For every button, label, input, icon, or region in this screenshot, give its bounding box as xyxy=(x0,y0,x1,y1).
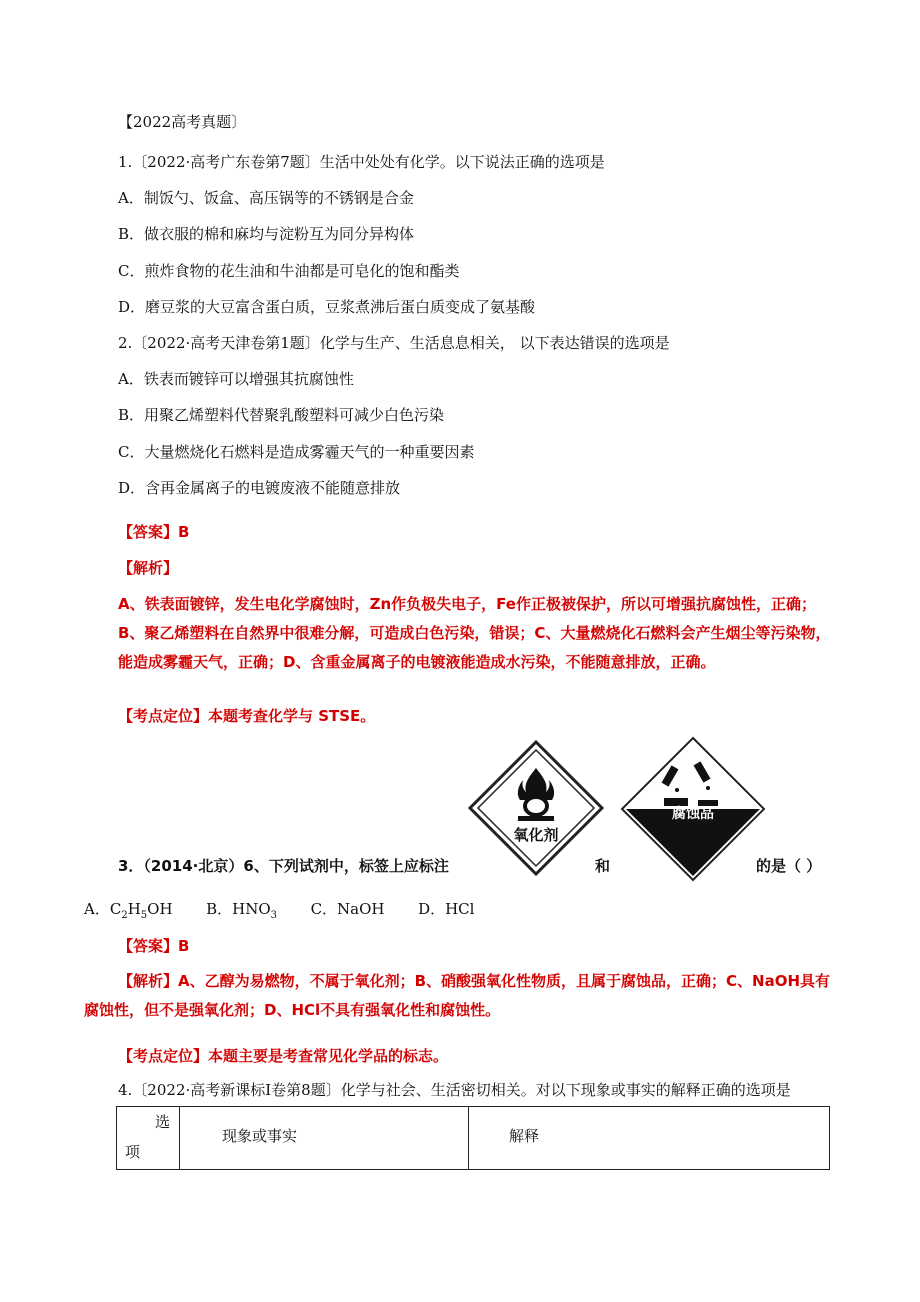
q2-analysis-label: 【解析】 xyxy=(118,559,179,577)
q2-option-b: B．用聚乙烯塑料代替聚乳酸塑料可减少白色污染 xyxy=(118,406,445,424)
q2-answer: 【答案】B xyxy=(118,523,190,541)
q2-option-c: C．大量燃烧化石燃料是造成雾霾天气的一种重要因素 xyxy=(118,443,475,461)
corrosive-sign-label: 腐蚀品 xyxy=(672,806,714,822)
q2-stem: 2.〔2022·高考天津卷第1题〕化学与生产、生活息息相关， 以下表达错误的选项是 xyxy=(118,334,670,352)
q4-stem: 4.〔2022·高考新课标Ⅰ卷第8题〕化学与社会、生活密切相关。对以下现象或事实的解释正确的选项是 xyxy=(118,1081,791,1099)
corrosive-sign xyxy=(620,736,766,882)
oxidizer-sign-label: 氧化剂 xyxy=(513,826,559,844)
q1-option-a: A．制饭勺、饭盒、高压锅等的不锈钢是合金 xyxy=(118,189,414,207)
q3-option-b: B．$HNO_3$ xyxy=(206,900,278,921)
q3-answer: 【答案】B xyxy=(118,937,190,955)
q2-option-a: A．铁表而镀锌可以增强其抗腐蚀性 xyxy=(118,370,354,388)
q4-header-explanation: 解释 xyxy=(469,1107,830,1170)
q1-option-d: D．磨豆浆的大豆富含蛋白质，豆浆煮沸后蛋白质变成了氨基酸 xyxy=(118,298,536,316)
q3-stem-prefix: 3．（2014·北京）6、下列试剂中，标签上应标注 xyxy=(118,857,449,875)
q3-key-point: 【考点定位】本题主要是考查常见化学品的标志。 xyxy=(118,1047,449,1065)
q3-options xyxy=(84,899,474,926)
q1-option-b: B．做衣服的棉和麻均与淀粉互为同分异构体 xyxy=(118,225,415,243)
q1-option-c: C．煎炸食物的花生油和牛油都是可皂化的饱和酯类 xyxy=(118,262,460,280)
q2-key-point: 【考点定位】本题考查化学与 STSE。 xyxy=(118,707,376,725)
q3-analysis: 【解析】A、乙醇为易燃物，不属于氧化剂；B、硝酸强氧化性物质，且属于腐蚀品，正确；C、NaOH具有腐蚀性，但不是强氧化剂；D、HCl不具有强氧化性和腐蚀性。 xyxy=(84,972,831,1019)
q3-option-a: A．$C_2H_5OH$ xyxy=(84,900,173,921)
q2-analysis-text: A、铁表面镀锌，发生电化学腐蚀时，Zn作负极失电子，Fe作正极被保护，所以可增强抗腐蚀性，正确；B、聚乙烯塑料在自然界中很难分解，可造成白色污染，错误；C、大量燃烧化石燃料会产生烟尘等污染物，能造成雾霾天气，正确；D、含重金属离子的电镀液能造成水污染，不能随意排放，正确。 xyxy=(118,595,831,671)
q3-option-d: D．HCl xyxy=(418,900,475,918)
q2-option-d: D．含再金属离子的电镀废液不能随意排放 xyxy=(118,479,401,497)
q3-option-c: C．NaOH xyxy=(310,900,385,918)
q4-header-phenomenon: 现象或事实 xyxy=(180,1107,469,1170)
q4-header-option: 选 项 xyxy=(117,1107,180,1170)
q3-stem-and: 和 xyxy=(595,857,611,875)
oxidizer-sign xyxy=(468,740,604,876)
q1-stem: 1.〔2022·高考广东卷第7题〕生活中处处有化学。以下说法正确的选项是 xyxy=(118,153,605,171)
q3-stem-suffix: 的是（ ） xyxy=(756,857,822,875)
section-title: 【2022高考真题〕 xyxy=(118,113,247,131)
q4-table xyxy=(116,1106,830,1170)
table-row xyxy=(117,1107,830,1170)
